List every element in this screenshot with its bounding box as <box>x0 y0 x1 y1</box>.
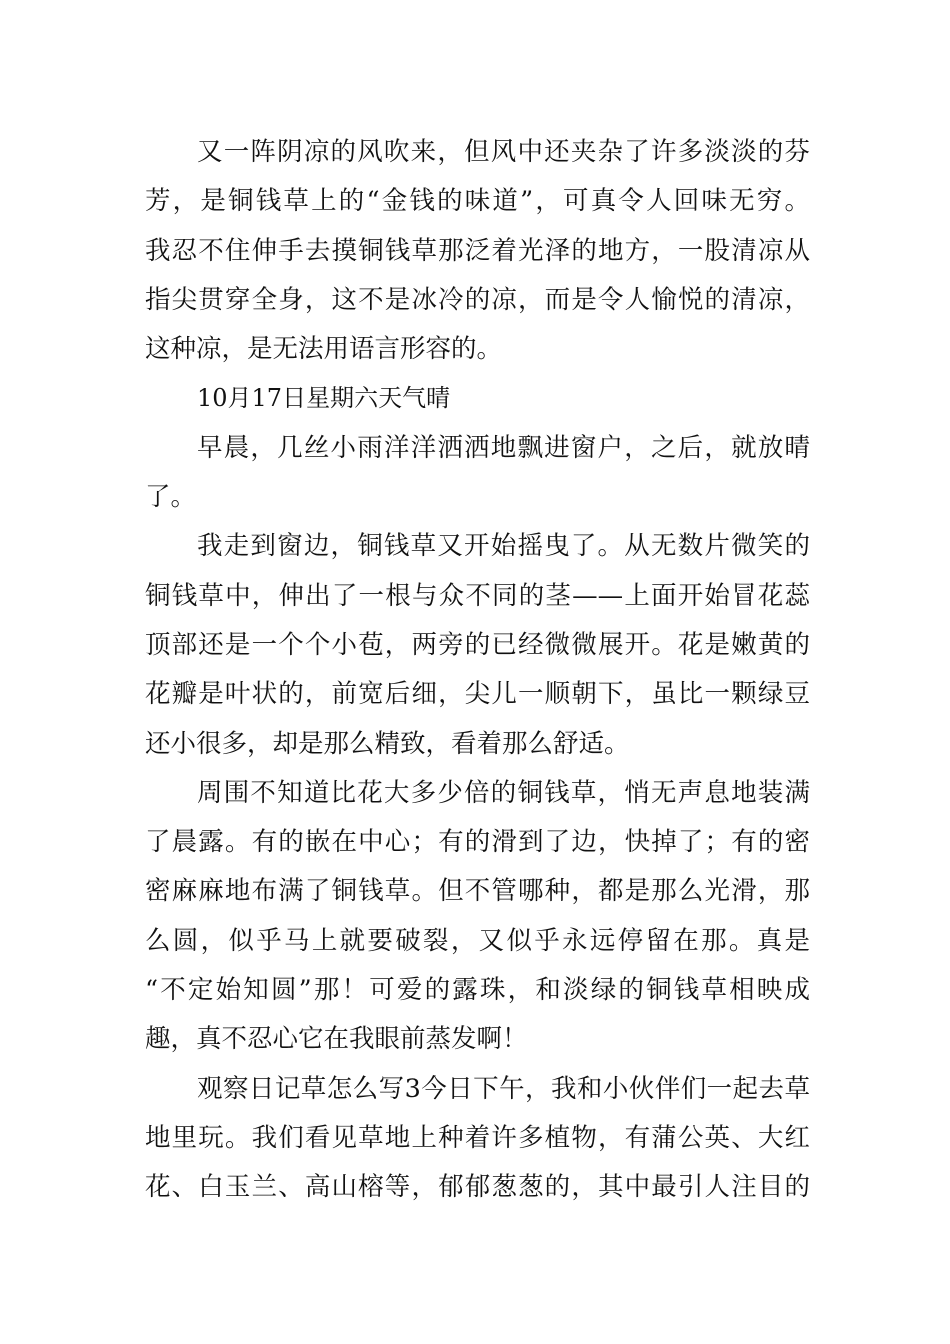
text-line: 我忍不住伸手去摸铜钱草那泛着光泽的地方，一股清凉从 <box>145 235 810 266</box>
text-line: 趣，真不忍心它在我眼前蒸发啊！ <box>145 1024 528 1055</box>
text-line: 观察日记草怎么写3今日下午，我和小伙伴们一起去草 <box>197 1073 810 1104</box>
text-line: 还小很多，却是那么精致，看着那么舒适。 <box>145 728 630 759</box>
text-line: 了。 <box>145 482 197 513</box>
text-line: 我走到窗边，铜钱草又开始摇曳了。从无数片微笑的 <box>197 531 810 562</box>
body-text <box>145 128 810 1213</box>
text-line: “不定始知圆”那！可爱的露珠，和淡绿的铜钱草相映成 <box>145 975 810 1006</box>
text-line: 指尖贯穿全身，这不是冰冷的凉，而是令人愉悦的清凉， <box>145 284 810 315</box>
text-line: 么圆，似乎马上就要破裂，又似乎永远停留在那。真是 <box>145 925 810 956</box>
text-line: 周围不知道比花大多少倍的铜钱草，悄无声息地装满 <box>197 777 810 808</box>
text-line: 又一阵阴凉的风吹来，但风中还夹杂了许多淡淡的芬 <box>197 137 810 167</box>
date-line: 10月17日星期六天气晴 <box>197 384 451 413</box>
text-line: 地里玩。我们看见草地上种着许多植物，有蒲公英、大红 <box>145 1122 810 1153</box>
text-line: 顶部还是一个个小苞，两旁的已经微微展开。花是嫩黄的 <box>145 629 810 660</box>
text-line: 芳，是铜钱草上的“金钱的味道”，可真令人回味无穷。 <box>145 186 810 217</box>
text-line: 了晨露。有的嵌在中心；有的滑到了边，快掉了；有的密 <box>145 827 810 858</box>
text-line: 花瓣是叶状的，前宽后细，尖儿一顺朝下，虽比一颗绿豆 <box>145 679 810 710</box>
text-line: 铜钱草中，伸出了一根与众不同的茎——上面开始冒花蕊 <box>145 580 810 611</box>
text-line: 密麻麻地布满了铜钱草。但不管哪种，都是那么光滑，那 <box>145 876 810 907</box>
text-line: 这种凉，是无法用语言形容的。 <box>145 334 503 365</box>
text-line: 花、白玉兰、高山榕等，郁郁葱葱的，其中最引人注目的 <box>145 1172 810 1203</box>
text-line: 早晨，几丝小雨洋洋洒洒地飘进窗户，之后，就放晴 <box>197 432 810 463</box>
